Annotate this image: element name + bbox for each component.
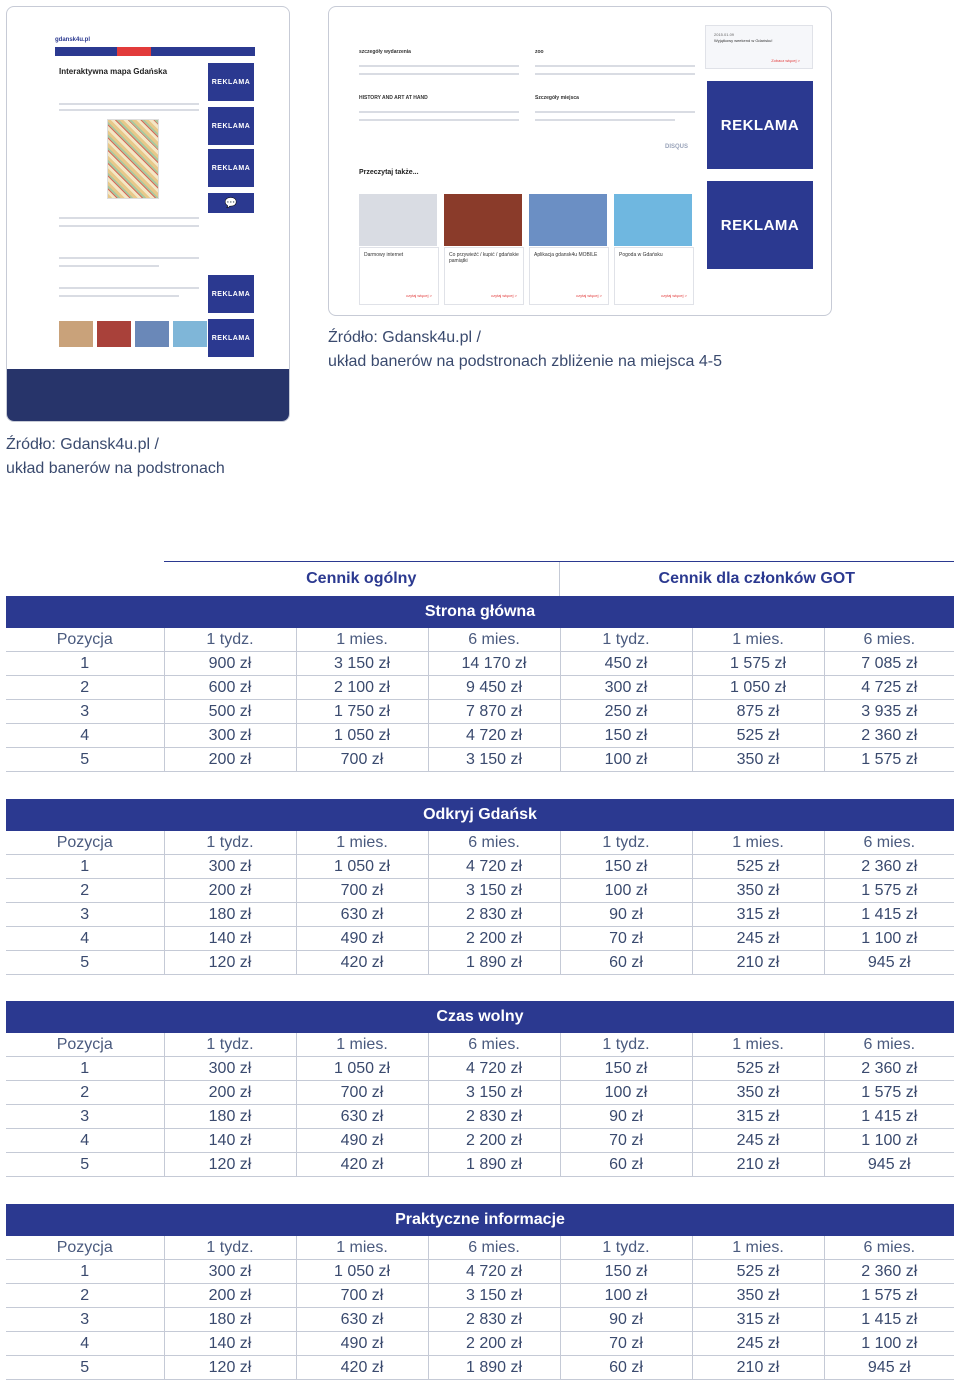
column-header: 6 mies.	[428, 628, 560, 652]
position-cell: 4	[6, 1129, 164, 1153]
table-header-row	[6, 1033, 954, 1057]
position-cell: 5	[6, 951, 164, 975]
price-cell: 1 575 zł	[692, 652, 824, 676]
position-cell: 2	[6, 879, 164, 903]
table-row	[6, 652, 954, 676]
column-header: 1 mies.	[296, 1236, 428, 1260]
article-card[interactable]: Pogoda w Gdańsku czytaj więcej >	[614, 247, 694, 305]
table-row	[6, 748, 954, 772]
table-row	[6, 1308, 954, 1332]
table-row	[6, 879, 954, 903]
price-cell: 450 zł	[560, 652, 692, 676]
price-cell: 4 720 zł	[428, 724, 560, 748]
price-cell: 1 575 zł	[824, 748, 954, 772]
position-cell: 2	[6, 1284, 164, 1308]
table-row	[6, 724, 954, 748]
price-cell: 3 150 zł	[428, 1081, 560, 1105]
price-cell: 2 200 zł	[428, 1332, 560, 1356]
table-row	[6, 676, 954, 700]
price-cell: 150 zł	[560, 724, 692, 748]
place-details-heading: Szczegóły miejsca	[535, 95, 579, 101]
price-cell: 120 zł	[164, 1356, 296, 1380]
price-cell: 1 050 zł	[296, 1057, 428, 1081]
column-header: 6 mies.	[428, 1033, 560, 1057]
price-cell: 350 zł	[692, 748, 824, 772]
price-cell: 1 890 zł	[428, 1153, 560, 1177]
price-cell: 150 zł	[560, 1057, 692, 1081]
price-cell: 4 720 zł	[428, 1260, 560, 1284]
price-cell: 180 zł	[164, 1308, 296, 1332]
price-cell: 315 zł	[692, 1308, 824, 1332]
city-map-image	[107, 119, 159, 199]
column-header: Pozycja	[6, 1033, 164, 1057]
price-cell: 140 zł	[164, 927, 296, 951]
price-cell: 4 720 zł	[428, 855, 560, 879]
ad-slot-4: REKLAMA	[208, 275, 254, 313]
column-header: Pozycja	[6, 1236, 164, 1260]
table-row	[6, 1081, 954, 1105]
price-cell: 200 zł	[164, 1081, 296, 1105]
column-header: 6 mies.	[824, 831, 954, 855]
screenshot-zoom-slots-4-5	[328, 6, 832, 316]
price-cell: 2 360 zł	[824, 855, 954, 879]
caption-zoom: Źródło: Gdansk4u.pl / układ banerów na podstronach zbliżenie na miejsca 4-5	[328, 329, 723, 370]
price-cell: 1 100 zł	[824, 1332, 954, 1356]
column-header: 6 mies.	[824, 1033, 954, 1057]
price-cell: 2 200 zł	[428, 1129, 560, 1153]
price-cell: 300 zł	[164, 1260, 296, 1284]
price-cell: 350 zł	[692, 1081, 824, 1105]
column-header: 1 tydz.	[164, 628, 296, 652]
price-cell: 2 200 zł	[428, 927, 560, 951]
price-table-section	[6, 1204, 954, 1380]
column-header: Pozycja	[6, 831, 164, 855]
price-cell: 7 870 zł	[428, 700, 560, 724]
price-cell: 300 zł	[164, 1057, 296, 1081]
table-row	[6, 1057, 954, 1081]
history-heading: HISTORY AND ART AT HAND	[359, 95, 428, 101]
price-cell: 140 zł	[164, 1332, 296, 1356]
section-title: Odkryj Gdańsk	[6, 799, 954, 831]
position-cell: 1	[6, 855, 164, 879]
price-cell: 315 zł	[692, 903, 824, 927]
price-cell: 300 zł	[164, 724, 296, 748]
price-cell: 140 zł	[164, 1129, 296, 1153]
ad-slot-5: REKLAMA	[208, 319, 254, 357]
price-cell: 2 830 zł	[428, 1308, 560, 1332]
price-cell: 490 zł	[296, 1332, 428, 1356]
price-cell: 150 zł	[560, 1260, 692, 1284]
column-header: 1 mies.	[692, 1236, 824, 1260]
page-title: Interaktywna mapa Gdańska	[59, 67, 168, 76]
price-cell: 700 zł	[296, 1284, 428, 1308]
price-cell: 180 zł	[164, 903, 296, 927]
price-table	[6, 628, 954, 772]
price-cell: 300 zł	[164, 855, 296, 879]
price-table	[6, 1033, 954, 1177]
price-cell: 630 zł	[296, 903, 428, 927]
position-cell: 3	[6, 1105, 164, 1129]
position-cell: 5	[6, 1356, 164, 1380]
price-cell: 1 050 zł	[296, 724, 428, 748]
table-row	[6, 855, 954, 879]
price-cell: 60 zł	[560, 1356, 692, 1380]
price-cell: 1 415 zł	[824, 1105, 954, 1129]
price-cell: 525 zł	[692, 1057, 824, 1081]
price-cell: 4 725 zł	[824, 676, 954, 700]
section-title: Czas wolny	[6, 1001, 954, 1033]
price-cell: 60 zł	[560, 951, 692, 975]
price-cell: 70 zł	[560, 1129, 692, 1153]
position-cell: 1	[6, 652, 164, 676]
column-header: 1 tydz.	[164, 1033, 296, 1057]
price-cell: 525 zł	[692, 855, 824, 879]
site-footer	[7, 369, 289, 421]
price-cell: 1 890 zł	[428, 951, 560, 975]
price-cell: 350 zł	[692, 1284, 824, 1308]
section-title: Praktyczne informacje	[6, 1204, 954, 1236]
price-cell: 245 zł	[692, 1332, 824, 1356]
position-cell: 1	[6, 1260, 164, 1284]
price-cell: 1 050 zł	[296, 1260, 428, 1284]
price-cell: 100 zł	[560, 748, 692, 772]
position-cell: 4	[6, 724, 164, 748]
price-cell: 120 zł	[164, 1153, 296, 1177]
table-row	[6, 903, 954, 927]
position-cell: 2	[6, 676, 164, 700]
table-row	[6, 1129, 954, 1153]
column-header: 1 tydz.	[560, 1033, 692, 1057]
column-header: 1 mies.	[692, 831, 824, 855]
position-cell: 3	[6, 1308, 164, 1332]
table-row	[6, 1260, 954, 1284]
price-cell: 90 zł	[560, 903, 692, 927]
price-cell: 7 085 zł	[824, 652, 954, 676]
table-row	[6, 951, 954, 975]
site-nav-bar	[55, 47, 255, 56]
price-cell: 3 150 zł	[428, 879, 560, 903]
column-header: 6 mies.	[428, 1236, 560, 1260]
article-card[interactable]: Darmowy internet czytaj więcej >	[359, 247, 439, 305]
price-cell: 490 zł	[296, 927, 428, 951]
price-cell: 70 zł	[560, 927, 692, 951]
price-cell: 700 zł	[296, 1081, 428, 1105]
pricing-group-header	[164, 561, 954, 596]
price-cell: 350 zł	[692, 879, 824, 903]
price-cell: 490 zł	[296, 1129, 428, 1153]
price-cell: 945 zł	[824, 951, 954, 975]
table-row	[6, 927, 954, 951]
position-cell: 5	[6, 748, 164, 772]
ad-slot-2: REKLAMA	[208, 107, 254, 145]
price-cell: 300 zł	[560, 676, 692, 700]
table-row	[6, 1284, 954, 1308]
ad-slot-1: REKLAMA	[208, 63, 254, 101]
event-details-heading: szczegóły wydarzenia	[359, 49, 411, 55]
price-cell: 200 zł	[164, 748, 296, 772]
price-cell: 945 zł	[824, 1153, 954, 1177]
column-header: 6 mies.	[428, 831, 560, 855]
price-cell: 90 zł	[560, 1308, 692, 1332]
price-cell: 3 150 zł	[428, 1284, 560, 1308]
site-logo: gdansk4u.pl	[55, 37, 91, 43]
price-cell: 420 zł	[296, 1356, 428, 1380]
see-also-heading: Przeczytaj także...	[359, 169, 419, 176]
screenshot-subpage-layout	[6, 6, 290, 422]
position-cell: 4	[6, 927, 164, 951]
column-header: 1 mies.	[296, 831, 428, 855]
price-cell: 60 zł	[560, 1153, 692, 1177]
price-cell: 700 zł	[296, 879, 428, 903]
price-cell: 600 zł	[164, 676, 296, 700]
caption-layout: Źródło: Gdansk4u.pl / układ banerów na podstronach	[6, 436, 225, 477]
disqus-logo: DISQUS	[665, 144, 689, 150]
price-cell: 1 575 zł	[824, 1081, 954, 1105]
column-header: 1 mies.	[692, 628, 824, 652]
weekend-promo-box[interactable]: 2015.01.09 Wyjątkowy weekend w Gdańsku! Zobacz więcej >	[705, 25, 813, 69]
price-cell: 3 150 zł	[428, 748, 560, 772]
price-cell: 700 zł	[296, 748, 428, 772]
section-title: Strona główna	[6, 596, 954, 628]
price-cell: 1 415 zł	[824, 1308, 954, 1332]
price-cell: 1 575 zł	[824, 879, 954, 903]
price-cell: 14 170 zł	[428, 652, 560, 676]
price-cell: 500 zł	[164, 700, 296, 724]
price-cell: 250 zł	[560, 700, 692, 724]
column-header: 1 mies.	[296, 628, 428, 652]
price-cell: 900 zł	[164, 652, 296, 676]
column-header: 6 mies.	[824, 628, 954, 652]
table-row	[6, 700, 954, 724]
table-header-row	[6, 1236, 954, 1260]
price-cell: 1 575 zł	[824, 1284, 954, 1308]
price-cell: 1 890 zł	[428, 1356, 560, 1380]
price-cell: 420 zł	[296, 1153, 428, 1177]
price-cell: 3 150 zł	[296, 652, 428, 676]
price-cell: 2 360 zł	[824, 1057, 954, 1081]
table-row	[6, 1356, 954, 1380]
price-cell: 90 zł	[560, 1105, 692, 1129]
price-cell: 9 450 zł	[428, 676, 560, 700]
price-cell: 200 zł	[164, 1284, 296, 1308]
price-table-section	[6, 1001, 954, 1177]
price-cell: 245 zł	[692, 1129, 824, 1153]
position-cell: 4	[6, 1332, 164, 1356]
price-cell: 70 zł	[560, 1332, 692, 1356]
price-cell: 420 zł	[296, 951, 428, 975]
table-row	[6, 1105, 954, 1129]
zoo-heading: zoo	[535, 49, 544, 55]
price-cell: 1 050 zł	[692, 676, 824, 700]
price-cell: 1 100 zł	[824, 1129, 954, 1153]
member-price-header: Cennik dla członków GOT	[559, 562, 955, 596]
price-cell: 2 100 zł	[296, 676, 428, 700]
price-cell: 100 zł	[560, 879, 692, 903]
price-cell: 875 zł	[692, 700, 824, 724]
table-header-row	[6, 831, 954, 855]
column-header: 1 mies.	[692, 1033, 824, 1057]
price-cell: 945 zł	[824, 1356, 954, 1380]
price-cell: 245 zł	[692, 927, 824, 951]
column-header: 1 tydz.	[164, 1236, 296, 1260]
ad-slot-5: REKLAMA	[707, 181, 813, 269]
position-cell: 3	[6, 700, 164, 724]
price-table	[6, 831, 954, 975]
price-cell: 2 830 zł	[428, 1105, 560, 1129]
price-cell: 1 100 zł	[824, 927, 954, 951]
position-cell: 5	[6, 1153, 164, 1177]
price-cell: 120 zł	[164, 951, 296, 975]
ad-slot-4: REKLAMA	[707, 81, 813, 169]
price-cell: 2 360 zł	[824, 724, 954, 748]
column-header: 6 mies.	[824, 1236, 954, 1260]
price-cell: 200 zł	[164, 879, 296, 903]
price-cell: 210 zł	[692, 951, 824, 975]
price-table	[6, 1236, 954, 1380]
column-header: 1 mies.	[296, 1033, 428, 1057]
price-table-section	[6, 596, 954, 772]
price-cell: 210 zł	[692, 1153, 824, 1177]
price-cell: 315 zł	[692, 1105, 824, 1129]
price-cell: 2 360 zł	[824, 1260, 954, 1284]
article-card[interactable]: Co przywieźć / kupić / gdańskie pamiątki czytaj więcej >	[444, 247, 524, 305]
chat-icon: 💬	[208, 193, 254, 213]
column-header: 1 tydz.	[560, 831, 692, 855]
price-cell: 1 750 zł	[296, 700, 428, 724]
column-header: Pozycja	[6, 628, 164, 652]
price-cell: 100 zł	[560, 1284, 692, 1308]
price-cell: 630 zł	[296, 1308, 428, 1332]
table-row	[6, 1153, 954, 1177]
price-cell: 100 zł	[560, 1081, 692, 1105]
column-header: 1 tydz.	[560, 628, 692, 652]
position-cell: 3	[6, 903, 164, 927]
price-cell: 4 720 zł	[428, 1057, 560, 1081]
price-cell: 3 935 zł	[824, 700, 954, 724]
price-cell: 150 zł	[560, 855, 692, 879]
price-cell: 525 zł	[692, 724, 824, 748]
price-cell: 2 830 zł	[428, 903, 560, 927]
price-cell: 180 zł	[164, 1105, 296, 1129]
price-cell: 1 415 zł	[824, 903, 954, 927]
table-header-row	[6, 628, 954, 652]
price-cell: 210 zł	[692, 1356, 824, 1380]
position-cell: 1	[6, 1057, 164, 1081]
general-price-header: Cennik ogólny	[306, 570, 417, 587]
table-row	[6, 1332, 954, 1356]
price-cell: 630 zł	[296, 1105, 428, 1129]
position-cell: 2	[6, 1081, 164, 1105]
price-table-section	[6, 799, 954, 975]
column-header: 1 tydz.	[164, 831, 296, 855]
column-header: 1 tydz.	[560, 1236, 692, 1260]
article-card[interactable]: Aplikacja gdansk4u MOBILE czytaj więcej >	[529, 247, 609, 305]
price-cell: 525 zł	[692, 1260, 824, 1284]
price-cell: 1 050 zł	[296, 855, 428, 879]
ad-slot-3: REKLAMA	[208, 149, 254, 187]
